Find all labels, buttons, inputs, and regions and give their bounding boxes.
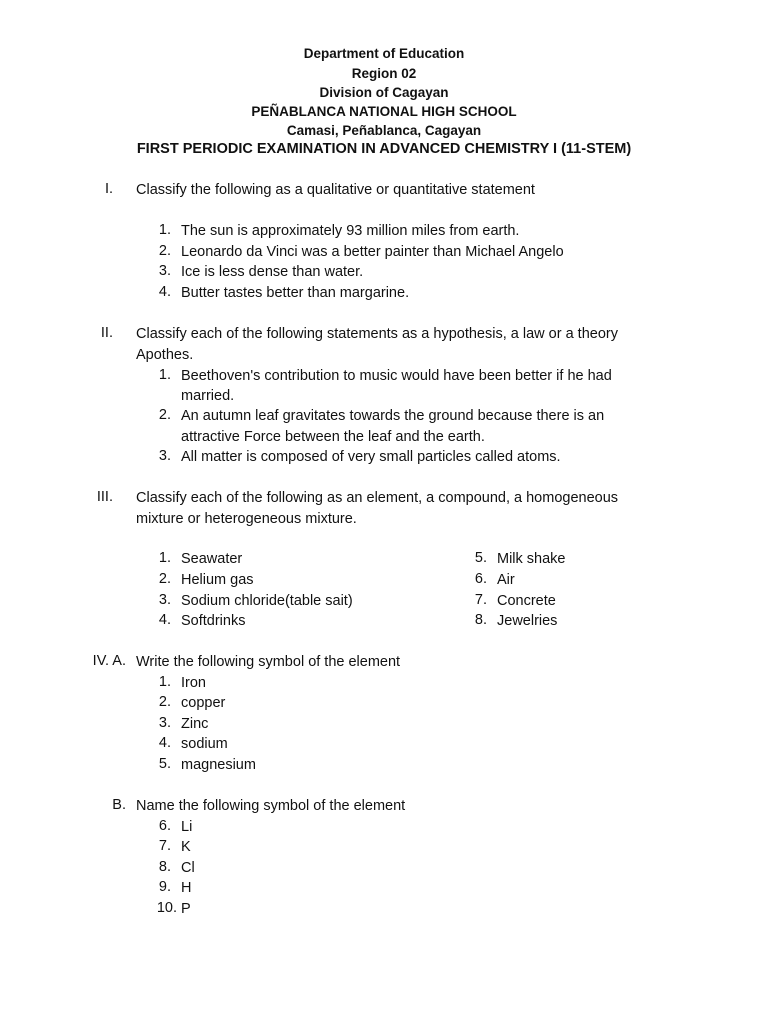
list-item-number: 1. [158,550,171,566]
list-item-number: 7. [158,838,171,854]
list-item-text: Seawater [181,551,243,567]
list-item-number: 4. [158,612,171,628]
list-item-text: Jewelries [497,613,558,629]
list-item-text-continued: attractive Force between the leaf and the earth. [181,429,485,445]
division-heading: Division of Cagayan [319,85,449,100]
section-3-instruction-continued: mixture or heterogeneous mixture. [136,511,357,527]
list-item-text: Cl [181,860,195,876]
region-heading: Region 02 [351,66,417,81]
school-name-heading: PEÑABLANCA NATIONAL HIGH SCHOOL [251,104,517,119]
list-item-text: Softdrinks [181,613,246,629]
list-item-text-continued: married. [181,388,235,404]
list-item-text: Helium gas [181,572,254,588]
list-item-text: Air [497,572,515,588]
list-item-number: 4. [158,284,171,300]
list-item-number: 3. [158,592,171,608]
school-address-heading: Camasi, Peñablanca, Cagayan [286,123,482,138]
list-item-number: 2. [158,694,171,710]
list-item-text: H [181,880,192,896]
list-item-number: 7. [474,592,487,608]
section-4a-instruction: Write the following symbol of the element [136,654,401,670]
exam-title: FIRST PERIODIC EXAMINATION IN ADVANCED CHEMISTRY I (11-STEM) [136,141,632,157]
list-item-number: 5. [158,756,171,772]
section-1-numeral: I. [104,181,113,197]
list-item-number: 1. [158,367,171,383]
list-item-text: Concrete [497,593,556,609]
list-item-number: 5. [474,550,487,566]
list-item-text: Beethoven's contribution to music would have been better if he had [181,368,612,384]
list-item-text: K [181,839,191,855]
list-item-number: 10. [156,900,177,916]
section-4a-numeral: IV. A. [92,653,126,669]
section-3-numeral: III. [96,489,113,505]
list-item-text: magnesium [181,757,256,773]
list-item-text: Butter tastes better than margarine. [181,285,410,301]
list-item-number: 8. [474,612,487,628]
section-4b-instruction: Name the following symbol of the element [136,798,406,814]
list-item-text: The sun is approximately 93 million miles from earth. [181,223,520,239]
list-item-number: 8. [158,859,171,875]
section-1-instruction: Classify the following as a qualitative or quantitative statement [136,182,535,198]
list-item-number: 3. [158,715,171,731]
list-item-number: 2. [158,407,171,423]
department-heading: Department of Education [303,46,465,61]
list-item-number: 1. [158,222,171,238]
section-2-instruction-continued: Apothes. [136,347,194,363]
section-2-instruction: Classify each of the following statements as a hypothesis, a law or a theory [136,326,618,342]
section-2-numeral: II. [100,325,113,341]
list-item-number: 1. [158,674,171,690]
list-item-number: 6. [474,571,487,587]
list-item-text: Iron [181,675,206,691]
list-item-text: An autumn leaf gravitates towards the ground because there is an [181,408,605,424]
list-item-text: All matter is composed of very small particles called atoms. [181,449,561,465]
list-item-text: P [181,901,191,917]
list-item-text: copper [181,695,226,711]
list-item-number: 3. [158,263,171,279]
list-item-text: Zinc [181,716,209,732]
list-item-number: 2. [158,571,171,587]
list-item-number: 3. [158,448,171,464]
list-item-text: Ice is less dense than water. [181,264,364,280]
list-item-number: 9. [158,879,171,895]
section-4b-numeral: B. [112,797,126,813]
list-item-number: 6. [158,818,171,834]
list-item-text: Leonardo da Vinci was a better painter than Michael Angelo [181,244,564,260]
list-item-text: Sodium chloride(table sait) [181,593,353,609]
list-item-number: 4. [158,735,171,751]
list-item-text: Li [181,819,193,835]
list-item-text: sodium [181,736,228,752]
list-item-text: Milk shake [497,551,566,567]
section-3-instruction: Classify each of the following as an element, a compound, a homogeneous [136,490,619,506]
list-item-number: 2. [158,243,171,259]
